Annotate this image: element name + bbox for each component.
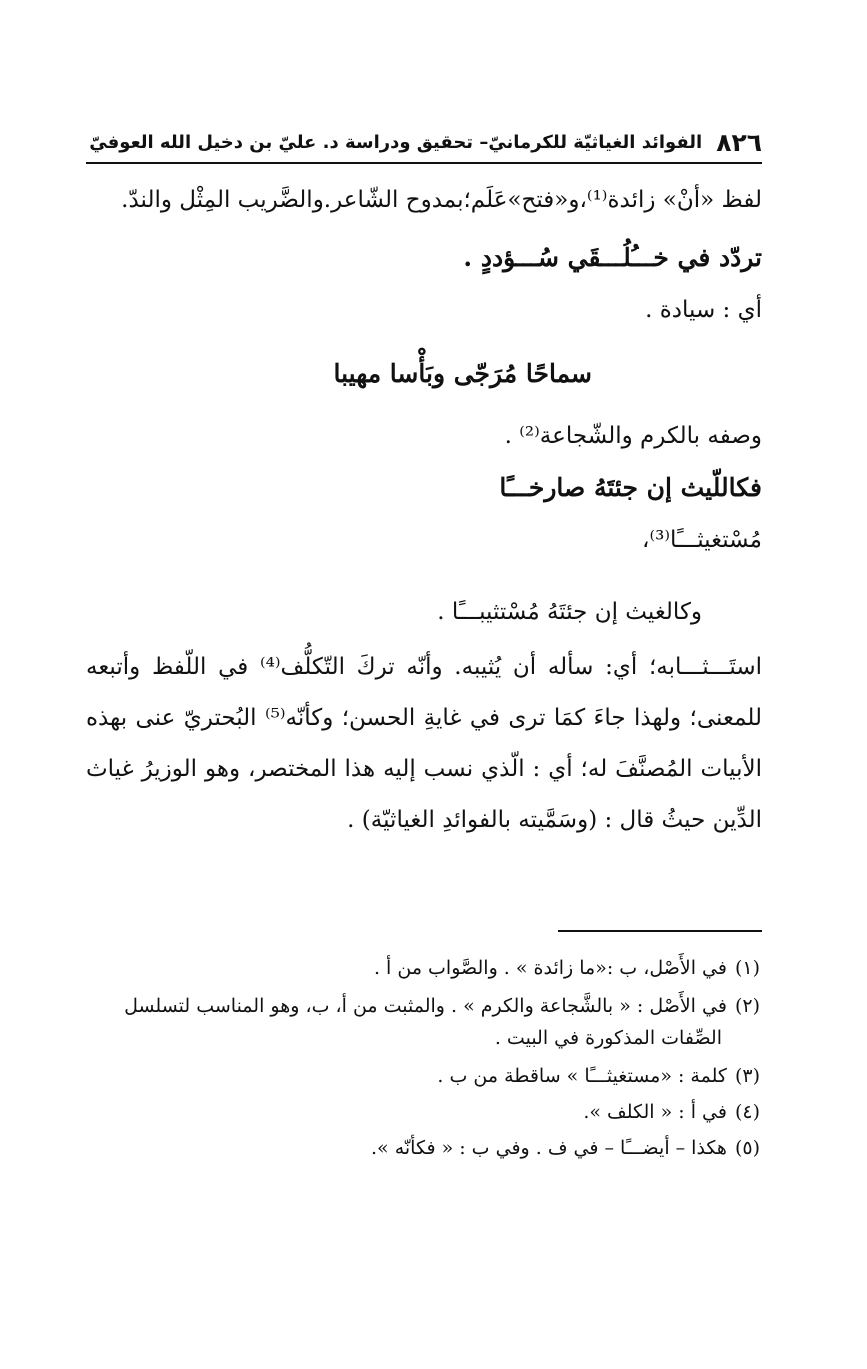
footnote bbox=[92, 1060, 760, 1092]
verse-line: تردّد في خـــُلُـــقَي سُـــؤددٍ . bbox=[463, 243, 762, 272]
footnote-text: في الأَصْل، ب :«ما زائدة » . والصَّواب من أ . bbox=[373, 957, 727, 979]
verse-line: وكالغيث إن جئتَهُ مُسْتثيبـــًا . bbox=[437, 599, 702, 625]
text-line: لفظ «أنْ» زائدة⁽¹⁾،و«فتح»عَلَم؛بمدوح الشّاعر.والضَّريب المِثْل والندّ. bbox=[121, 187, 762, 213]
text-line: وصفه بالكرم والشّجاعة⁽²⁾ . bbox=[504, 423, 762, 449]
footnote bbox=[92, 952, 760, 984]
page-header bbox=[86, 122, 762, 164]
footnote-number: (٣) bbox=[734, 1065, 760, 1087]
footnote bbox=[92, 990, 760, 1022]
page-number: ٨٢٦ bbox=[716, 127, 762, 157]
footnote bbox=[92, 1096, 760, 1128]
main-text bbox=[86, 180, 762, 846]
footnote-number: (١) bbox=[734, 957, 760, 979]
text-line: أي : سيادة . bbox=[645, 297, 762, 323]
footnote-number: (٤) bbox=[734, 1101, 760, 1123]
footnote-text: في الأَصْل : « بالشَّجاعة والكرم » . والمثبت من أ، ب، وهو المناسب لتسلسل bbox=[124, 995, 727, 1017]
commentary-paragraph: استَـــثـــابه؛ أي: سأله أن يُثيبه. وأنّه تركَ التّكلُّف⁽⁴⁾ في اللّفظ وأتبعه للمعنى؛ ولهذا جاءَ كمَا ترى في غايةِ الحسن؛ وكأنّه⁽⁵⁾ البُحتريّ عنى بهذه الأبيات المُصنَّفَ له؛ أي : الّذي نسب إليه هذا المختصر، وهو الوزيرُ غياث الدِّين حيثُ قال : (وسَمَّيته بالفوائدِ الغياثيّة) . bbox=[86, 654, 762, 833]
verse-line: مُسْتغيثـــًا⁽³⁾، bbox=[642, 527, 762, 553]
footnote-text: كلمة : «مستغيثـــًا » ساقطة من ب . bbox=[437, 1065, 727, 1087]
verse-line: فكاللّيث إن جئتَهُ صارخـــًا bbox=[499, 473, 762, 502]
footnotes bbox=[92, 952, 760, 1164]
footnote-number: (٥) bbox=[734, 1137, 760, 1159]
footnote-continuation: الصِّفات المذكورة في البيت . bbox=[494, 1027, 722, 1049]
footnote-number: (٢) bbox=[734, 995, 760, 1017]
footnote-text: في أ : « الكلف ». bbox=[583, 1101, 727, 1123]
verse-line: سماحًا مُرَجّى وبَأْسا مهيبا bbox=[333, 359, 592, 388]
footnote-text: هكذا – أيضـــًا – في ف . وفي ب : « فكأنّه ». bbox=[371, 1137, 727, 1159]
running-title: الفوائد الغياثيّة للكرمانيّ– تحقيق ودراسة د. عليّ بن دخيل الله العوفيّ bbox=[89, 131, 703, 153]
footnote bbox=[92, 1132, 760, 1164]
footnote-separator bbox=[558, 930, 762, 932]
